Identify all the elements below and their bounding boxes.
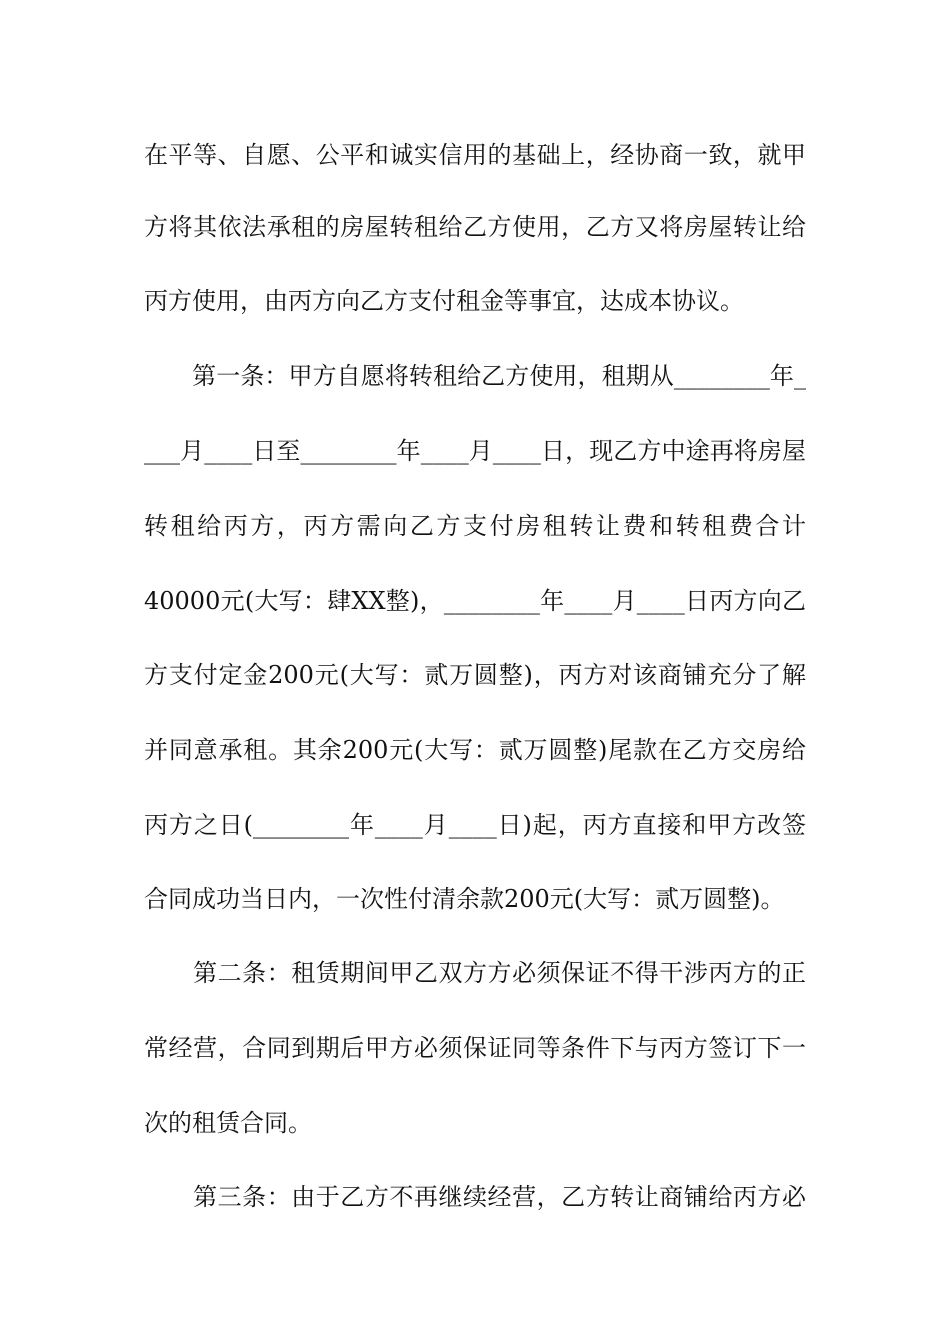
body-text-line: 次的租赁合同。 [144, 1109, 312, 1137]
body-text-line: 常经营，合同到期后甲方必须保证同等条件下与丙方签订下一 [144, 1034, 806, 1062]
body-text-line: ___月____日至________年____月____日，现乙方中途再将房屋 [144, 437, 806, 465]
body-text-line: 并同意承租。其余200元(大写：贰万圆整)尾款在乙方交房给 [144, 736, 806, 764]
clause-2-heading-line: 第二条：租赁期间甲乙双方方必须保证不得干涉丙方的正 [144, 959, 806, 987]
body-text-line: 丙方使用，由丙方向乙方支付租金等事宜，达成本协议。 [144, 287, 744, 315]
clause-1-heading-line: 第一条：甲方自愿将转租给乙方使用，租期从________年_ [144, 362, 806, 390]
body-text-line: 40000元(大写：肆XX整)，________年____月____日丙方向乙 [144, 587, 806, 615]
body-text-line: 合同成功当日内，一次性付清余款200元(大写：贰万圆整)。 [144, 885, 785, 913]
body-text-line: 转租给丙方，丙方需向乙方支付房租转让费和转租费合计 [144, 512, 806, 540]
clause-3-heading-line: 第三条：由于乙方不再继续经营，乙方转让商铺给丙方必 [144, 1183, 806, 1211]
body-text-line: 丙方之日(________年____月____日)起，丙方直接和甲方改签 [144, 811, 806, 839]
body-text-line: 方将其依法承租的房屋转租给乙方使用，乙方又将房屋转让给 [144, 213, 806, 241]
body-text-line: 方支付定金200元(大写：贰万圆整)，丙方对该商铺充分了解 [144, 661, 806, 689]
body-text-line: 在平等、自愿、公平和诚实信用的基础上，经协商一致，就甲 [144, 141, 806, 169]
